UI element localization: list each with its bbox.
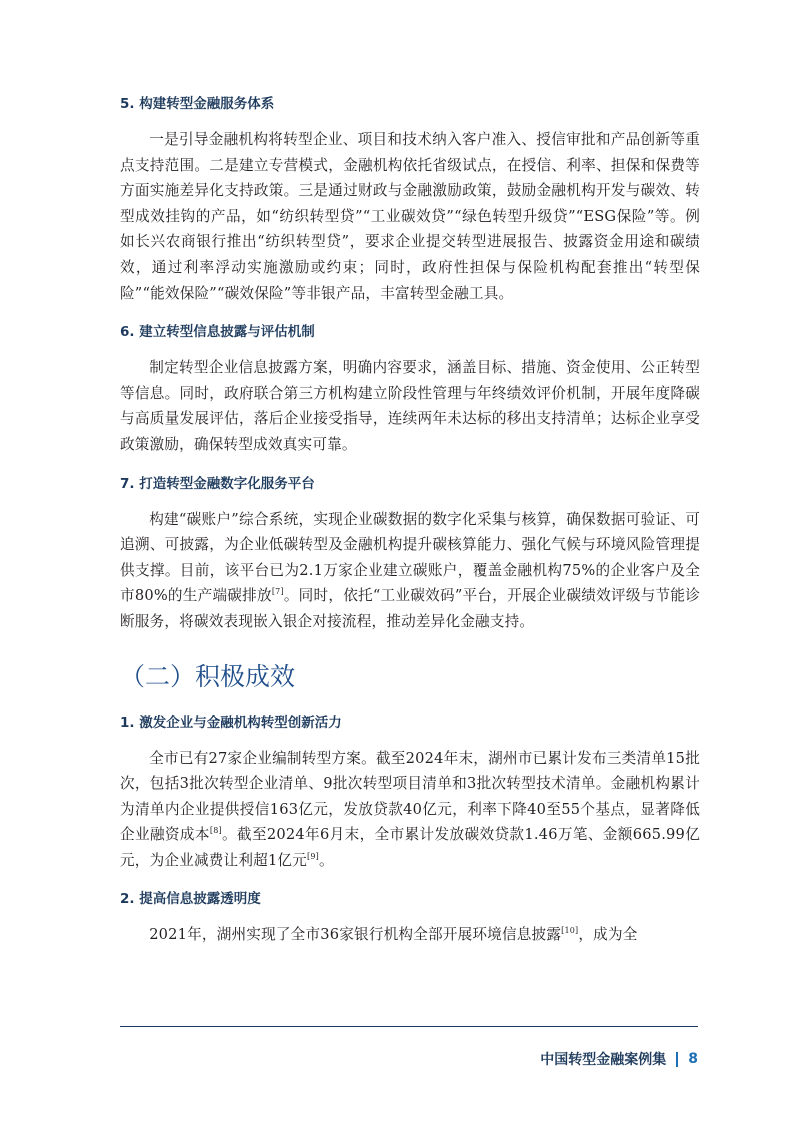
section-heading-6: 6. 建立转型信息披露与评估机制	[120, 324, 315, 341]
page-content	[120, 90, 700, 948]
paragraph-2	[120, 922, 700, 948]
footer-divider	[120, 1026, 698, 1027]
footnote-ref-9: [9]	[307, 852, 319, 862]
footnote-ref-10: [10]	[561, 926, 579, 936]
paragraph-1-text-a: 全市已有27家企业编制转型方案。截至2024年末，湖州市已累计发布三类清单15批次，包括3批次转型企业清单、9批次转型项目清单和3批次转型技术清单。金融机构累计为清单内企业提供授信163亿元，发放贷款40亿元，利率下降40至55个基点，显著降低企业融资成本	[120, 749, 700, 844]
paragraph-7-text-a: 构建“碳账户”综合系统，实现企业碳数据的数字化采集与核算，确保数据可验证、可追溯、可披露，为企业低碳转型及金融机构提升碳核算能力、强化气候与环境风险管理提供支撑。目前，该平台已为2.1万家企业建立碳账户，覆盖金融机构75%的企业客户及全市80%的生产端碳排放	[120, 510, 700, 605]
paragraph-1-text-b: 。截至2024年6月末，全市累计发放碳效贷款1.46万笔、金额665.99亿元，为企业减费让利超1亿元	[120, 826, 701, 869]
footnote-ref-8: [8]	[209, 826, 222, 836]
footer-separator	[676, 1052, 678, 1067]
footer-title: 中国转型金融案例集	[540, 1052, 667, 1068]
section-heading-2: 2. 提高信息披露透明度	[120, 891, 261, 908]
paragraph-2-text-a: 2021年，湖州实现了全市36家银行机构全部开展环境信息披露	[149, 926, 562, 944]
paragraph-5: 一是引导金融机构将转型企业、项目和技术纳入客户准入、授信审批和产品创新等重点支持范围。二是建立专营模式，金融机构依托省级试点，在授信、利率、担保和保费等方面实施差异化支持政策。三是通过财政与金融激励政策，鼓励金融机构开发与碳效、转型成效挂钩的产品，如“纺织转型贷”“工业碳效贷”“绿色转型升级贷”“ESG保险”等。例如长兴农商银行推出“纺织转型贷”，要求企业提交转型进展报告、披露资金用途和碳绩效，通过利率浮动实施激励或约束；同时，政府性担保与保险机构配套推出“转型保险”“能效保险”“碳效保险”等非银产品，丰富转型金融工具。	[120, 131, 700, 302]
footnote-ref-7: [7]	[271, 587, 284, 597]
page-footer	[540, 1049, 698, 1069]
paragraph-7-text-b: 。同时，依托“工业碳效码”平台，开展企业碳绩效评级与节能诊断服务，将碳效表现嵌入银企对接流程，推动差异化金融支持。	[120, 587, 700, 630]
paragraph-2-text-b: ，成为全	[578, 926, 638, 944]
subsection-title: （二）积极成效	[120, 661, 296, 691]
paragraph-1-text-c: 。	[318, 851, 334, 869]
paragraph-6: 制定转型企业信息披露方案，明确内容要求，涵盖目标、措施、资金使用、公正转型等信息。同时，政府联合第三方机构建立阶段性管理与年终绩效评价机制，开展年度降碳与高质量发展评估，落后企业接受指导，连续两年未达标的移出支持清单；达标企业享受政策激励，确保转型成效真实可靠。	[120, 359, 700, 453]
paragraph-1	[120, 746, 700, 874]
section-heading-1: 1. 激发企业与金融机构转型创新活力	[120, 714, 342, 731]
section-heading-7: 7. 打造转型金融数字化服务平台	[120, 475, 315, 492]
paragraph-7	[120, 507, 700, 635]
page-number: 8	[688, 1051, 698, 1067]
section-heading-5: 5. 构建转型金融服务体系	[120, 96, 275, 112]
